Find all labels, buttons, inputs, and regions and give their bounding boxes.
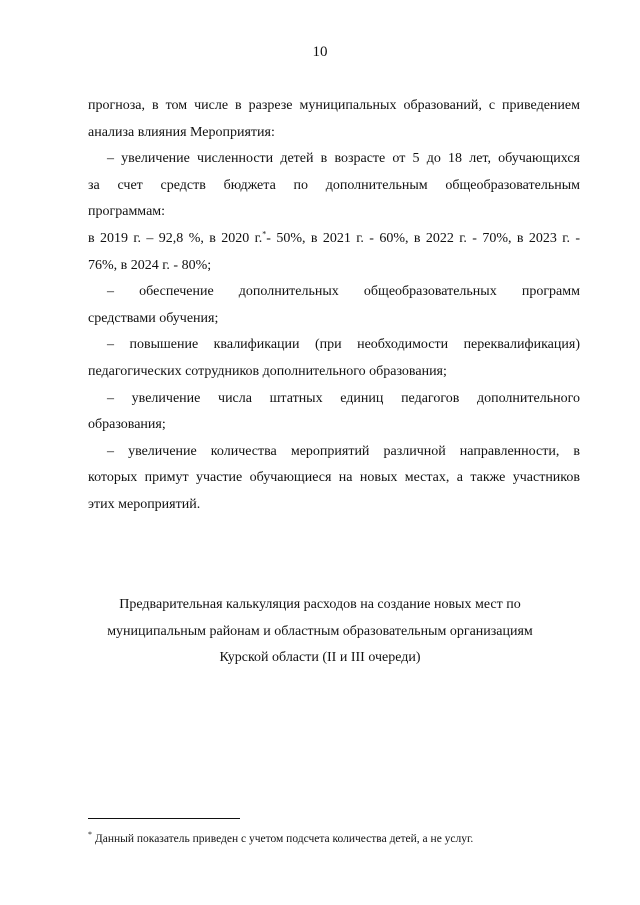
item2-line-1: – обеспечение дополнительных общеобразовательных программ <box>107 284 580 300</box>
intro-line-2: анализа влияния Мероприятия: <box>88 124 275 140</box>
section-heading <box>60 592 580 672</box>
footnote <box>88 831 588 847</box>
item-programs-provision <box>88 279 580 332</box>
item-children-enrollment <box>88 146 580 226</box>
item1-line-1: – увеличение численности детей в возрасте от 5 до 18 лет, обучающихся <box>107 151 580 167</box>
stats-line-1-start: в 2019 г. – 92,8 %, в 2020 г. <box>88 230 263 246</box>
item5-line-3: этих мероприятий. <box>88 496 201 512</box>
body-text <box>88 93 580 519</box>
intro-paragraph <box>88 93 580 146</box>
item4-line-2: образования; <box>88 417 166 433</box>
stats-paragraph <box>88 226 580 279</box>
heading-line-2: муниципальным районам и областным образовательным организациям <box>107 623 533 639</box>
footnote-divider <box>88 818 240 819</box>
footnote-mark: * <box>88 830 92 840</box>
item1-line-2: за счет средств бюджета по дополнительным общеобразовательным <box>88 177 580 193</box>
item-events <box>88 439 580 519</box>
intro-line-1: прогноза, в том числе в разрезе муниципальных образований, с приведением <box>88 98 580 113</box>
footnote-reference: * <box>262 229 267 239</box>
heading-line-3: Курской области (II и III очереди) <box>219 650 421 666</box>
stats-line-1-end: - 50%, в 2021 г. - 60%, в 2022 г. - 70%, в 2023 г. - <box>266 230 580 246</box>
footnote-text: Данный показатель приведен с учетом подсчета количества детей, а не услуг. <box>92 833 474 845</box>
heading-line-1: Предварительная калькуляция расходов на создание новых мест по <box>119 597 521 612</box>
item5-line-2: которых примут участие обучающиеся на новых местах, а также участников <box>88 470 580 486</box>
item-staff-units <box>88 386 580 439</box>
item5-line-1: – увеличение количества мероприятий различной направленности, в <box>107 443 580 459</box>
item-qualification <box>88 332 580 385</box>
item1-line-3: программам: <box>88 204 166 220</box>
item4-line-1: – увеличение числа штатных единиц педагогов дополнительного <box>107 390 580 406</box>
stats-line-2: 76%, в 2024 г. - 80%; <box>88 257 212 273</box>
item2-line-2: средствами обучения; <box>88 310 219 326</box>
item3-line-2: педагогических сотрудников дополнительного образования; <box>88 363 447 379</box>
page-number: 10 <box>312 44 328 60</box>
stats-line-1 <box>88 226 580 253</box>
item3-line-1: – повышение квалификации (при необходимости переквалификация) <box>107 337 580 353</box>
